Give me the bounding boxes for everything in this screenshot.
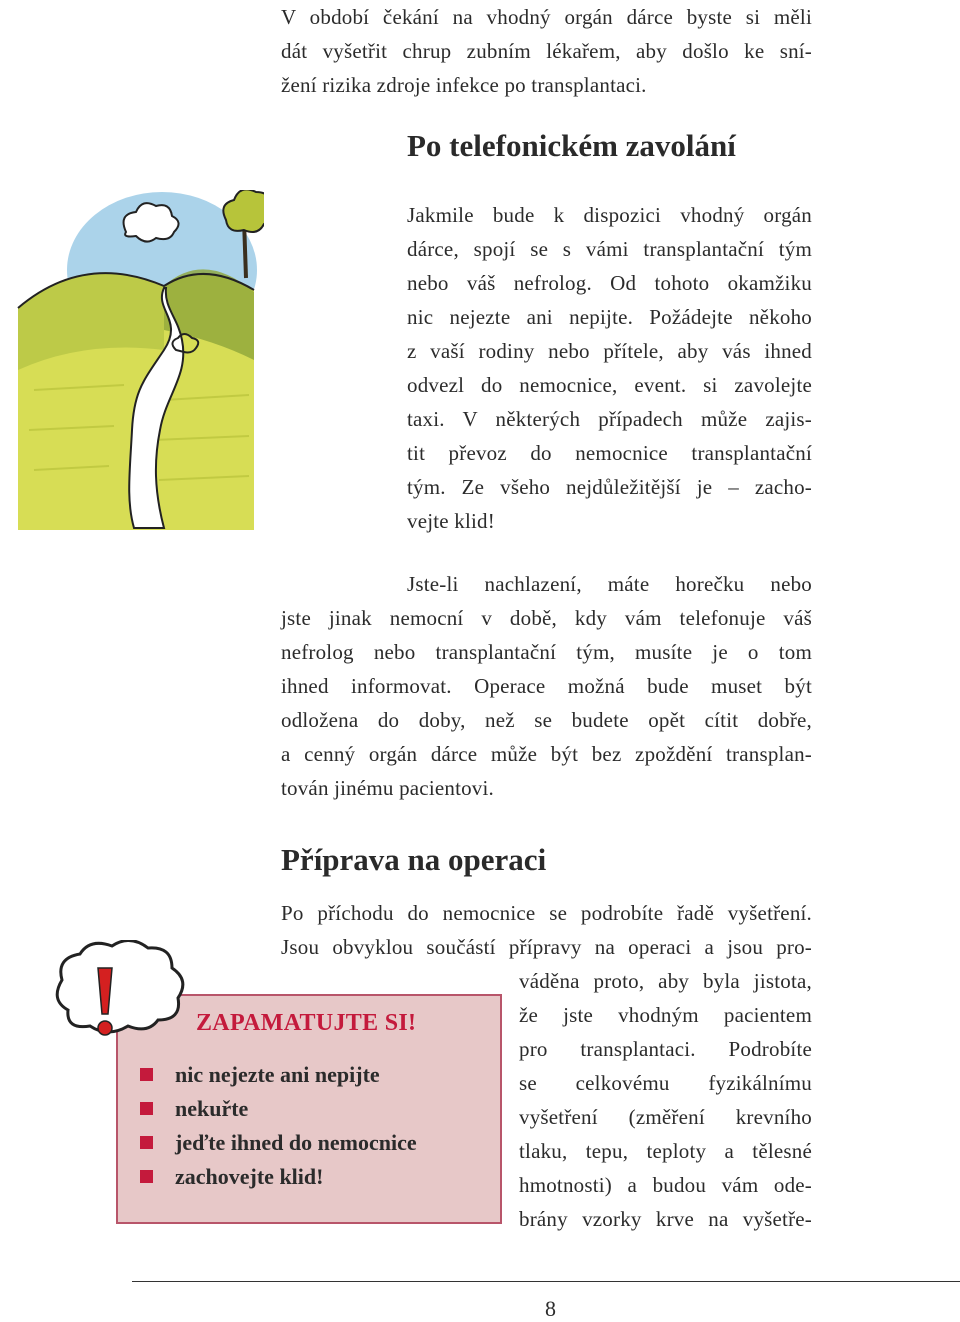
bullet-square-icon <box>140 1068 153 1081</box>
section1-para2-line: odložena do doby, než se budete opět cítit dobře, <box>281 708 812 732</box>
remember-item: nic nejezte ani nepijte <box>140 1062 380 1088</box>
section1-para1-line: odvezl do nemocnice, event. si zavolejte <box>407 373 812 397</box>
section2-line: Jsou obvyklou součástí přípravy na operaci a jsou pro- <box>281 935 812 959</box>
section2-line: že jste vhodným pacientem <box>519 1003 812 1027</box>
section2-line: brány vzorky krve na vyšetře- <box>519 1207 812 1231</box>
section1-para2-line: Jste-li nachlazení, máte horečku nebo <box>407 572 812 596</box>
remember-title: ZAPAMATUJTE SI! <box>196 1010 417 1036</box>
section1-para1-line: Jakmile bude k dispozici vhodný orgán <box>407 203 812 227</box>
intro-line: V období čekání na vhodný orgán dárce byste si měli <box>281 5 812 29</box>
remember-item: nekuřte <box>140 1096 248 1122</box>
footer-rule <box>132 1281 960 1282</box>
section-heading-phone-call: Po telefonickém zavolání <box>407 128 736 163</box>
intro-line: dát vyšetřit chrup zubním lékařem, aby došlo ke sní- <box>281 39 812 63</box>
section1-para1-line: z vaší rodiny nebo přítele, aby vás ihned <box>407 339 812 363</box>
section1-para2-line: a cenný orgán dárce může být bez zpoždění transplan- <box>281 742 812 766</box>
section2-line: hmotnosti) a budou vám ode- <box>519 1173 812 1197</box>
section1-para1-line: nic nejezte ani nepijte. Požádejte někoho <box>407 305 812 329</box>
remember-item: jeďte ihned do nemocnice <box>140 1130 417 1156</box>
section1-para1-line: tým. Ze všeho nejdůležitější je – zacho- <box>407 475 812 499</box>
bullet-square-icon <box>140 1136 153 1149</box>
section2-line: se celkovému fyzikálnímu <box>519 1071 812 1095</box>
section2-line: tlaku, tepu, teploty a tělesné <box>519 1139 812 1163</box>
section2-line: vyšetření (změření krevního <box>519 1105 812 1129</box>
section2-line: Po příchodu do nemocnice se podrobíte řadě vyšetření. <box>281 901 812 925</box>
section1-para2-line: ihned informovat. Operace možná bude muset být <box>281 674 812 698</box>
section1-para1-line: vejte klid! <box>407 509 495 533</box>
intro-line: žení rizika zdroje infekce po transplantaci. <box>281 73 647 97</box>
section1-para1-line: nebo váš nefrolog. Od tohoto okamžiku <box>407 271 812 295</box>
section2-line: váděna proto, aby byla jistota, <box>519 969 812 993</box>
section1-para2-line: nefrolog nebo transplantační tým, musíte je o tom <box>281 640 812 664</box>
section1-para2-line: tován jinému pacientovi. <box>281 776 494 800</box>
section2-line: pro transplantaci. Podrobíte <box>519 1037 812 1061</box>
bullet-square-icon <box>140 1102 153 1115</box>
section1-para1-line: tit převoz do nemocnice transplantační <box>407 441 812 465</box>
exclamation-cloud-icon <box>48 940 198 1050</box>
hills-road-tree-illustration-icon <box>14 190 264 540</box>
section1-para1-line: dárce, spojí se s vámi transplantační tým <box>407 237 812 261</box>
section-heading-preparation: Příprava na operaci <box>281 842 547 877</box>
section1-para2-line: jste jinak nemocní v době, kdy vám telefonuje váš <box>281 606 812 630</box>
remember-item: zachovejte klid! <box>140 1164 323 1190</box>
bullet-square-icon <box>140 1170 153 1183</box>
section1-para1-line: taxi. V některých případech může zajis- <box>407 407 812 431</box>
page-number: 8 <box>545 1296 556 1321</box>
